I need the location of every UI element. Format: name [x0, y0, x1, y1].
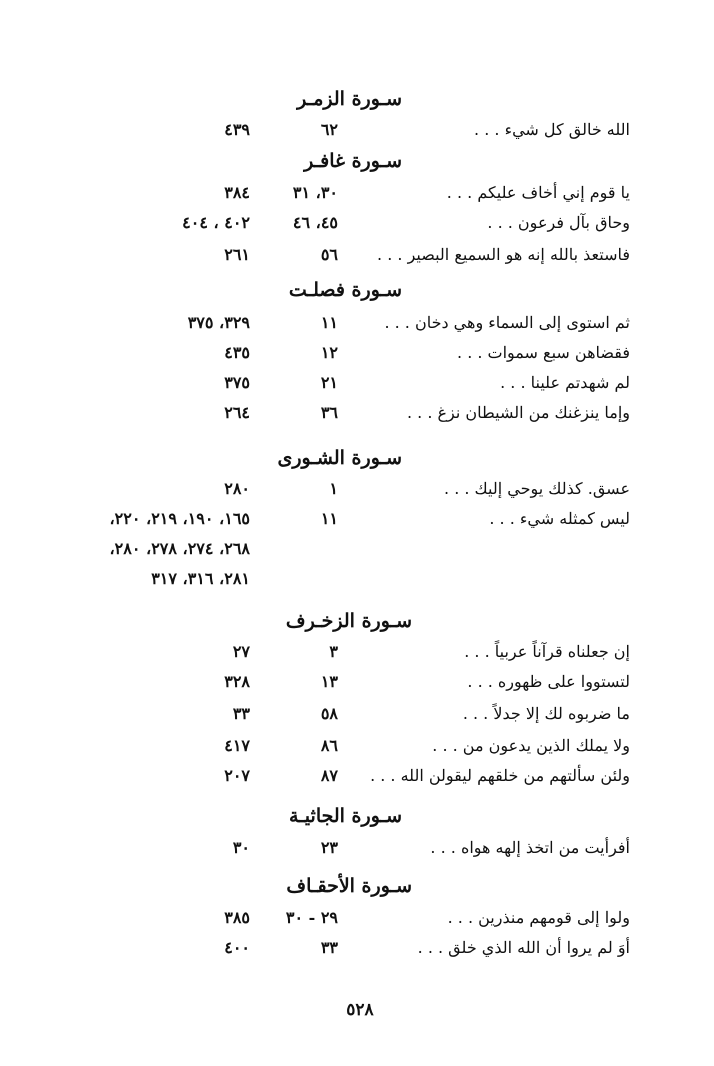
ayah-number: ٤٥، ٤٦ [292, 213, 338, 232]
table-row [0, 668, 714, 698]
ayah-number: ٣٠، ٣١ [292, 183, 338, 202]
table-row [0, 904, 714, 934]
table-row [0, 762, 714, 792]
page-refs: ٤٠٠ [224, 938, 250, 957]
page-refs: ٢٦٨، ٢٧٤، ٢٧٨، ٢٨٠، [109, 539, 250, 558]
table-row [0, 565, 714, 595]
page-refs: ٢٨١، ٣١٦، ٣١٧ [151, 569, 250, 588]
ayah-number: ٦٢ [320, 120, 338, 139]
verse-text: وإما ينزغنك من الشيطان نزغ . . . [406, 403, 630, 422]
ayah-number: ١٣ [320, 672, 338, 691]
page-refs: ٢٦٤ [224, 403, 250, 422]
surah-title: سـورة فصلـت [288, 279, 402, 301]
table-row [0, 638, 714, 668]
ayah-number: ١١ [320, 509, 338, 528]
page-refs: ٣٣ [232, 704, 250, 723]
verse-text: ولئن سألتهم من خلقهم ليقولن الله . . . [370, 766, 630, 785]
table-row [0, 369, 714, 399]
table-row [0, 700, 714, 730]
verse-text: ولوا إلى قومهم منذرين . . . [447, 908, 630, 927]
verse-text: لم شهدتم علينا . . . [500, 373, 630, 392]
page-refs: ٣٢٩، ٣٧٥ [187, 313, 250, 332]
page-refs: ٣٨٥ [224, 908, 250, 927]
surah-title: سـورة الزخـرف [285, 610, 412, 632]
page-refs: ٣٧٥ [224, 373, 250, 392]
page-refs: ١٦٥، ١٩٠، ٢١٩، ٢٢٠، [109, 509, 250, 528]
ayah-number: ٣ [329, 642, 338, 661]
verse-text: ولا يملك الذين يدعون من . . . [432, 736, 630, 755]
ayah-number: ٢٩ - ٣٠ [285, 908, 338, 927]
verse-text: أفرأيت من اتخذ إلهه هواه . . . [430, 838, 630, 857]
page-number: ٥٢٨ [346, 1000, 374, 1020]
ayah-number: ٥٦ [320, 245, 338, 264]
surah-title: سـورة الأحقـاف [286, 875, 412, 897]
table-row [0, 309, 714, 339]
page-refs: ٢٠٧ [224, 766, 250, 785]
verse-text: لتستووا على ظهوره . . . [467, 672, 630, 691]
table-row [0, 116, 714, 146]
page-refs: ٢٦١ [224, 245, 250, 264]
page-refs: ٣٨٤ [224, 183, 250, 202]
ayah-number: ٥٨ [320, 704, 338, 723]
page-refs: ٣٠ [232, 838, 250, 857]
page-refs: ٤٣٩ [224, 120, 250, 139]
verse-text: ثم استوى إلى السماء وهي دخان . . . [384, 313, 630, 332]
verse-text: فاستعذ بالله إنه هو السميع البصير . . . [377, 245, 630, 264]
surah-title: سـورة الزمـر [297, 88, 402, 110]
page-refs: ٤٣٥ [224, 343, 250, 362]
verse-text: أوَ لم يروا أن الله الذي خلق . . . [417, 938, 630, 957]
table-row [0, 399, 714, 429]
ayah-number: ٣٣ [320, 938, 338, 957]
page-refs: ٤٠٢ ، ٤٠٤ [182, 213, 250, 232]
verse-text: وحاق بآل فرعون . . . [487, 213, 630, 232]
ayah-number: ٨٧ [320, 766, 338, 785]
verse-text: الله خالق كل شيء . . . [474, 120, 630, 139]
page-refs: ٢٧ [232, 642, 250, 661]
table-row [0, 209, 714, 239]
table-row [0, 339, 714, 369]
page-refs: ٤١٧ [224, 736, 250, 755]
verse-text: ما ضربوه لك إلا جدلاً . . . [462, 704, 630, 723]
table-row [0, 241, 714, 271]
table-row [0, 505, 714, 535]
verse-text: إن جعلناه قرآناً عربياً . . . [464, 642, 630, 661]
table-row [0, 732, 714, 762]
table-row [0, 535, 714, 565]
ayah-number: ١١ [320, 313, 338, 332]
table-row [0, 934, 714, 964]
surah-title: سـورة الجاثيـة [289, 805, 402, 827]
table-row [0, 179, 714, 209]
verse-text: يا قوم إني أخاف عليكم . . . [446, 183, 630, 202]
ayah-number: ١ [329, 479, 338, 498]
surah-title: سـورة الشـورى [277, 447, 402, 469]
page-refs: ٢٨٠ [224, 479, 250, 498]
ayah-number: ٢١ [320, 373, 338, 392]
ayah-number: ١٢ [320, 343, 338, 362]
verse-text: عسق. كذلك يوحي إليك . . . [444, 479, 630, 498]
ayah-number: ٢٣ [320, 838, 338, 857]
ayah-number: ٨٦ [320, 736, 338, 755]
surah-title: سـورة غافـر [304, 150, 402, 172]
verse-text: فقضاهن سبع سموات . . . [457, 343, 630, 362]
ayah-number: ٣٦ [320, 403, 338, 422]
table-row [0, 834, 714, 864]
page-refs: ٣٢٨ [224, 672, 250, 691]
table-row [0, 475, 714, 505]
verse-text: ليس كمثله شيء . . . [489, 509, 630, 528]
